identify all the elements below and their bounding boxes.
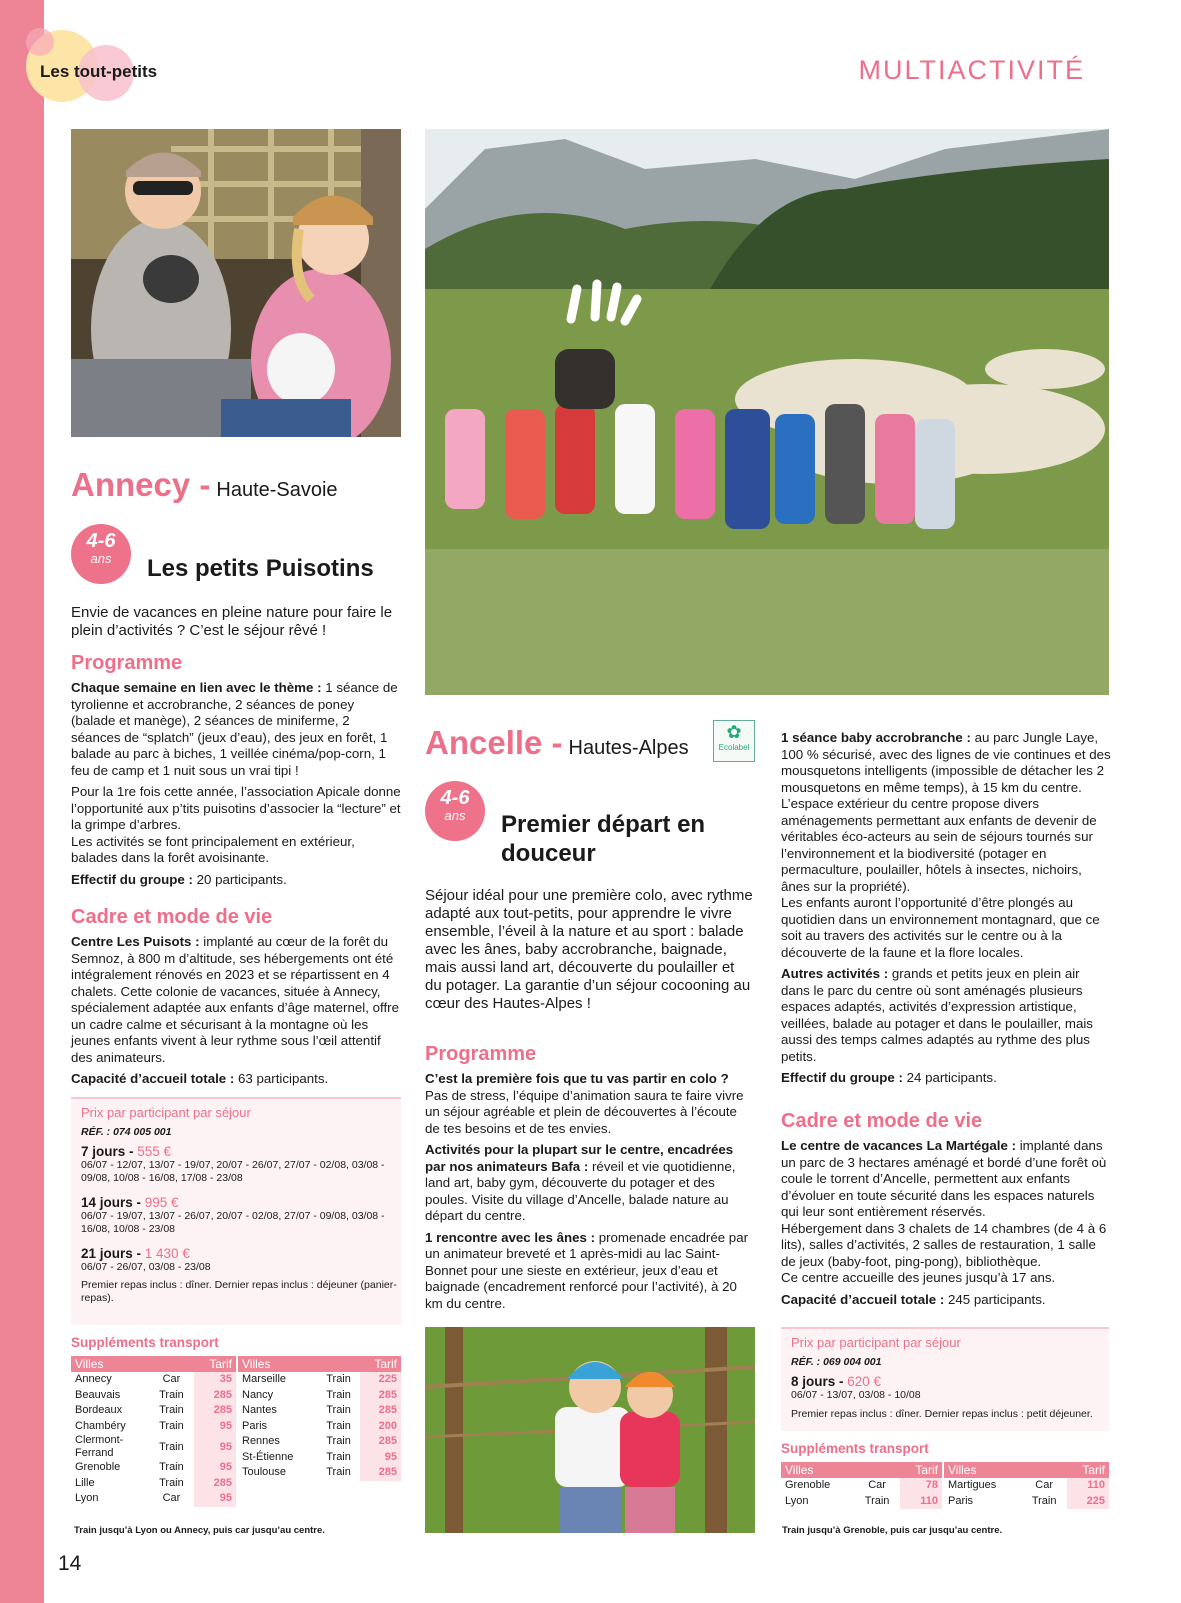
ecolabel-logo: ✿ Ecolabel xyxy=(713,720,755,762)
duration-14: 14 jours - 995 € xyxy=(81,1195,179,1210)
transport-price: 110 xyxy=(900,1494,942,1510)
transport-heading: Suppléments transport xyxy=(71,1335,219,1350)
transport-row xyxy=(781,1494,942,1510)
transport-mode: Car xyxy=(162,1492,181,1505)
city-name: Paris xyxy=(948,1494,974,1507)
destination-city: Ancelle - Hautes-Alpes xyxy=(425,724,689,761)
price-ref: RÉF. : 074 005 001 xyxy=(81,1126,172,1138)
transport-mode: Train xyxy=(159,1419,184,1432)
transport-row xyxy=(71,1434,236,1460)
transport-row xyxy=(71,1372,236,1388)
category-tag: Les tout-petits xyxy=(40,62,158,81)
transport-row xyxy=(71,1476,236,1492)
transport-row xyxy=(71,1419,236,1435)
dates-14: 06/07 - 19/07, 13/07 - 26/07, 20/07 - 02/08, 27/07 - 09/08, 03/08 - 16/08, 10/08 - 23/08 xyxy=(81,1210,385,1235)
city-name: Nancy xyxy=(242,1388,274,1401)
transport-mode: Train xyxy=(1031,1494,1057,1507)
photo-kids-sheep xyxy=(425,129,1109,695)
programme-heading: Programme xyxy=(71,652,183,674)
transport-row xyxy=(238,1450,401,1466)
transport-price: 95 xyxy=(194,1434,236,1460)
transport-mode: Train xyxy=(326,1466,351,1479)
transport-price: 225 xyxy=(360,1372,401,1388)
city-name: Bordeaux xyxy=(75,1404,123,1417)
transport-table: Villes Tarif Martigues Car 110 Paris Train 225 xyxy=(944,1462,1109,1509)
destination-region: Haute-Savoie xyxy=(216,479,338,501)
city-name: Chambéry xyxy=(75,1419,126,1432)
city-name: Toulouse xyxy=(242,1466,287,1479)
transport-heading: Suppléments transport xyxy=(781,1441,929,1456)
transport-price: 78 xyxy=(900,1478,942,1494)
city-name: Nantes xyxy=(242,1404,277,1417)
city-name: Grenoble xyxy=(785,1479,831,1492)
age-badge: 4-6 ans xyxy=(71,524,131,584)
duration-7: 7 jours - 555 € xyxy=(81,1144,172,1159)
city-name: Marseille xyxy=(242,1373,287,1386)
transport-mode: Train xyxy=(326,1373,351,1386)
transport-table: Villes Tarif Annecy Car 35 Beauvais Train 285 Bordeaux Train 285 Chambéry Train 95 Clermont-Ferrand Train 95 Grenoble Train 95 Lille Train 285 Lyon Car 95 xyxy=(71,1356,236,1507)
programme-text: C’est la première fois que tu vas partir en colo ? Pas de stress, l’équipe d’animation saura te faire vivre un séjour agréable et plein de découvertes à l’écoute de tes besoins et de tes envies. Activités pour la plupart sur le centre, encadrées par nos animateurs Bafa : réveil et vie quotidienne, land art, baby gym, découverte du potager et des poules. Visite du village d’Ancelle, balade nature au départ du centre. 1 rencontre avec les ânes : promenade encadrée par un animateur breveté et 1 après-midi au lac Saint-Bonnet pour une sieste en extérieur, jeux d’eau et baignade (encadrement renforcé pour l’activité), à 20 km du centre. xyxy=(425,1071,749,1311)
meal-note: Premier repas inclus : dîner. Dernier repas inclus : déjeuner (panier-repas). xyxy=(81,1279,397,1304)
section-title: MULTIACTIVITÉ xyxy=(858,55,1085,85)
transport-footnote: Train jusqu’à Lyon ou Annecy, puis car jusqu’au centre. xyxy=(74,1525,325,1536)
duration-21: 21 jours - 1 430 € xyxy=(81,1246,190,1261)
transport-row xyxy=(238,1388,401,1404)
transport-table: Villes Tarif Marseille Train 225 Nancy Train 285 Nantes Train 285 Paris Train 200 Rennes Train 285 St-Étienne Train 95 Toulouse Train 285 xyxy=(238,1356,401,1481)
transport-row xyxy=(238,1434,401,1450)
transport-mode: Train xyxy=(326,1450,351,1463)
transport-row xyxy=(238,1372,401,1388)
dates-7: 06/07 - 12/07, 13/07 - 19/07, 20/07 - 26/07, 27/07 - 02/08, 03/08 - 09/08, 10/08 - 16/08, 17/08 - 23/08 xyxy=(81,1159,385,1184)
city-name: St-Étienne xyxy=(242,1450,294,1463)
transport-table: Villes Tarif Grenoble Car 78 Lyon Train 110 xyxy=(781,1462,942,1509)
destination-city: Annecy - Haute-Savoie xyxy=(71,466,338,503)
city-name: Paris xyxy=(242,1419,268,1432)
transport-mode: Car xyxy=(162,1373,181,1386)
stay-intro: Envie de vacances en pleine nature pour faire le plein d’activités ? C’est le séjour rêvé ! xyxy=(71,604,393,639)
transport-price: 285 xyxy=(194,1476,236,1492)
transport-row xyxy=(238,1465,401,1481)
transport-price: 285 xyxy=(360,1434,401,1450)
left-margin-strip xyxy=(0,0,44,1603)
transport-tables xyxy=(71,1356,401,1507)
cadre-heading: Cadre et mode de vie xyxy=(71,906,273,928)
city-name: Annecy xyxy=(75,1373,112,1386)
destination-region: Hautes-Alpes xyxy=(568,737,689,759)
transport-mode: Train xyxy=(159,1461,184,1474)
transport-price: 95 xyxy=(194,1419,236,1435)
transport-price: 285 xyxy=(194,1403,236,1419)
price-ref: RÉF. : 069 004 001 xyxy=(791,1356,882,1368)
transport-row xyxy=(944,1478,1109,1494)
transport-row xyxy=(781,1478,942,1494)
programme-text: Chaque semaine en lien avec le thème : 1 séance de tyrolienne et accrobranche, 2 séances de poney (balade et manège), 2 séances de miniferme, 2 séances de “splatch” (jeux d’eau), des jeux en forêt, 1 balade au parc à biches, 1 veillée cinéma/pop-corn, 1 feu de camp et 1 nuit sous un vrai tipi ! Pour la 1re fois cette année, l’association Apicale donne l’opportunité aux p’tits puisotins d’associer la “lecture” et la grimpe d’arbres. Les activités se font principalement en extérieur, balades dans la forêt avoisinante. Effectif du groupe : 20 participants. xyxy=(71,680,401,887)
transport-price: 225 xyxy=(1067,1494,1109,1510)
transport-mode: Train xyxy=(159,1476,184,1489)
price-box xyxy=(781,1327,1109,1431)
transport-footnote: Train jusqu’à Grenoble, puis car jusqu’au centre. xyxy=(782,1525,1003,1536)
transport-mode: Car xyxy=(868,1479,886,1492)
city-name: Grenoble xyxy=(75,1461,121,1474)
transport-row xyxy=(71,1460,236,1476)
transport-mode: Car xyxy=(1035,1479,1054,1492)
transport-price: 35 xyxy=(194,1372,236,1388)
city-name: Lille xyxy=(75,1476,95,1489)
transport-price: 285 xyxy=(360,1403,401,1419)
city-name: Lyon xyxy=(785,1494,809,1507)
transport-row xyxy=(238,1419,401,1435)
transport-row xyxy=(238,1403,401,1419)
cadre-heading: Cadre et mode de vie xyxy=(781,1110,983,1132)
stay-title: Les petits Puisotins xyxy=(147,555,374,582)
transport-mode: Train xyxy=(864,1494,890,1507)
city-name: Lyon xyxy=(75,1492,99,1505)
cadre-text: Le centre de vacances La Martégale : implanté dans un parc de 3 hectares aménagé et bordé d’une forêt où coule le torrent d’Ancelle, permettent aux enfants d’évoluer en toute sécurité dans les espaces naturels qui leur sont entièrement réservés. Hébergement dans 3 chalets de 14 chambres (de 4 à 6 lits), salles d’activités, 2 salles de restauration, 1 salle de jeux (baby-foot, ping-pong), bibliothèque. Ce centre accueille des jeunes jusqu’à 17 ans. Capacité d’accueil totale : 245 participants. xyxy=(781,1138,1107,1307)
photo-kids-rabbits xyxy=(71,129,401,437)
transport-price: 110 xyxy=(1067,1478,1109,1494)
stay-intro: Séjour idéal pour une première colo, avec rythme adapté aux tout-petits, pour apprendre le vivre ensemble, l’éveil à la nature et au sport : balade avec les ânes, baby accrobranche, baignade, mais aussi land art, découverte du poulailler et du potager. La garantie d’un séjour cocooning au cœur des Hautes-Alpes ! xyxy=(425,887,753,1012)
price-header: Prix par participant par séjour xyxy=(791,1335,961,1350)
city-name: Martigues xyxy=(948,1479,997,1492)
price-box xyxy=(71,1097,401,1325)
transport-price: 95 xyxy=(194,1460,236,1476)
meal-note: Premier repas inclus : dîner. Dernier repas inclus : petit déjeuner. xyxy=(791,1408,1093,1420)
transport-price: 200 xyxy=(360,1419,401,1435)
transport-mode: Train xyxy=(326,1388,351,1401)
city-name: Beauvais xyxy=(75,1388,121,1401)
transport-price: 285 xyxy=(194,1388,236,1404)
transport-price: 95 xyxy=(360,1450,401,1466)
transport-mode: Train xyxy=(159,1440,184,1453)
duration-8: 8 jours - 620 € xyxy=(791,1374,882,1389)
transport-price: 285 xyxy=(360,1388,401,1404)
stay-title: Premier départ en douceur xyxy=(501,811,706,867)
tag-decoration xyxy=(26,28,54,56)
city-name: Clermont-Ferrand xyxy=(75,1434,124,1459)
transport-row xyxy=(71,1491,236,1507)
price-header: Prix par participant par séjour xyxy=(81,1105,251,1120)
transport-mode: Train xyxy=(326,1419,351,1432)
transport-mode: Train xyxy=(326,1404,351,1417)
transport-row xyxy=(71,1403,236,1419)
transport-mode: Train xyxy=(159,1388,184,1401)
age-badge: 4-6 ans xyxy=(425,781,485,841)
transport-tables xyxy=(781,1462,1109,1509)
transport-row xyxy=(71,1388,236,1404)
transport-mode: Train xyxy=(326,1435,351,1448)
transport-price: 95 xyxy=(194,1491,236,1507)
cadre-text: Centre Les Puisots : implanté au cœur de la forêt du Semnoz, à 800 m d’altitude, ses hébergements ont été intégralement rénovés en 2023 et se répartissent en 4 chalets. Cette colonie de vacances, située à Annecy, spécialement adaptée aux enfants d’âge maternel, offre un cadre calme et sécurisant à la montagne où les jeunes enfants vivent à leur rythme sous l’œil attentif des animateurs. Capacité d’accueil totale : 63 participants. xyxy=(71,934,399,1086)
transport-mode: Train xyxy=(159,1404,184,1417)
activities-text: 1 séance baby accrobranche : au parc Jungle Laye, 100 % sécurisé, avec des lignes de vie continues et des mousquetons intelligents (impossible de détacher les 2 mousquetons en même temps), à 15 km du centre. L’espace extérieur du centre propose divers aménagements permettant aux enfants de devenir de véritables éco-acteurs au sein de séjours tournés sur l’environnement et la biodiversité (potager en permaculture, poulailler, hôtels à insectes, nichoirs, ânes sur la propriété). Les enfants auront l’opportunité d’être plongés au quotidien dans un environnement montagnard, que ce soit au travers des activités sur le centre ou à la découverte de la faune et la flore locales. Autres activités : grands et petits jeux en plein air dans le parc du centre où sont aménagés plusieurs espaces adaptés, activités d’expression artistique, veillées, balade au potager et dans le poulailler, mais aussi des temps calmes adaptés au rythme des plus petits. Effectif du groupe : 24 participants. xyxy=(781,730,1111,1085)
dates-21: 06/07 - 26/07, 03/08 - 23/08 xyxy=(81,1261,211,1273)
photo-kids-accrobranche xyxy=(425,1327,755,1533)
transport-price: 285 xyxy=(360,1465,401,1481)
page-number: 14 xyxy=(58,1552,82,1575)
city-name: Rennes xyxy=(242,1435,280,1448)
programme-heading: Programme xyxy=(425,1043,537,1065)
dates-8: 06/07 - 13/07, 03/08 - 10/08 xyxy=(791,1389,921,1401)
transport-row xyxy=(944,1494,1109,1510)
